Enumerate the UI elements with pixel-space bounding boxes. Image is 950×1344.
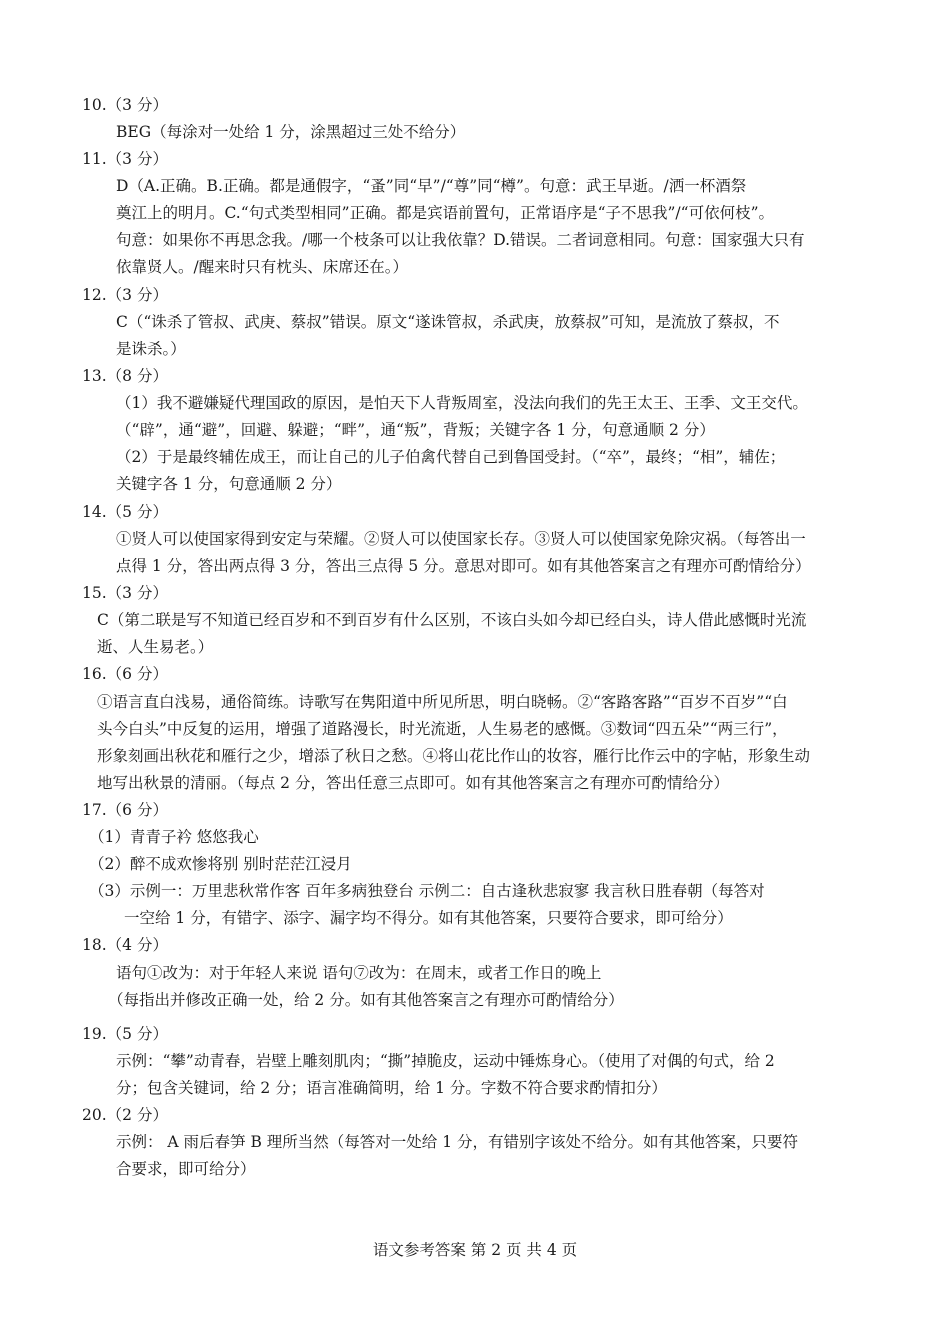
question-header: 20.（2 分） [82,1106,168,1124]
answer-line: （2）于是最终辅佐成王，而让自己的儿子伯禽代替自己到鲁国受封。（“卒”，最终；“相”，辅佐； [116,448,786,466]
answer-line: 示例：“攀”动青春，岩壁上雕刻肌肉；“撕”掉脆皮，运动中锤炼身心。（使用了对偶的句式，给 2 [116,1052,775,1070]
answer-line: 示例： A 雨后春笋 B 理所当然（每答对一处给 1 分，有错别字该处不给分。如有其他答案，只要符 [116,1133,799,1151]
answer-line: C（第二联是写不知道已经百岁和不到百岁有什么区别，不该白头如今却已经白头，诗人借此感慨时光流 [97,611,807,629]
answer-line: 逝、人生易老。） [97,638,214,656]
question-header: 14.（5 分） [82,503,168,521]
answer-line: 依靠贤人。/醒来时只有枕头、床席还在。） [116,258,408,276]
question-header: 13.（8 分） [82,367,168,385]
answer-line: （2）醉不成欢惨将别 别时茫茫江浸月 [89,855,352,873]
answer-line: 合要求，即可给分） [116,1160,256,1178]
answer-line: 句意：如果你不再思念我。/哪一个枝条可以让我依靠？D.错误。二者词意相同。句意：国家强大只有 [116,231,805,249]
question-header: 12.（3 分） [82,286,168,304]
question-header: 16.（6 分） [82,665,168,683]
answer-line: 语句①改为：对于年轻人来说 语句⑦改为：在周末，或者工作日的晚上 [116,964,602,982]
question-header: 10.（3 分） [82,96,168,114]
answer-line: D（A.正确。B.正确。都是通假字，“蚤”同“早”/“尊”同“樽”。句意：武王早逝。/洒一杯酒祭 [116,177,747,195]
answer-line: ①贤人可以使国家得到安定与荣耀。②贤人可以使国家长存。③贤人可以使国家免除灾祸。（每答出一 [116,530,806,548]
answer-line: 一空给 1 分，有错字、添字、漏字均不得分。如有其他答案，只要符合要求，即可给分） [124,909,733,927]
question-header: 17.（6 分） [82,801,168,819]
answer-line: （“辟”，通“避”，回避、躲避；“畔”，通“叛”，背叛；关键字各 1 分，句意通顺 2 分） [116,421,715,439]
answer-line: （1）我不避嫌疑代理国政的原因，是怕天下人背叛周室，没法向我们的先王太王、王季、文王交代。 [116,394,808,412]
answer-line: 关键字各 1 分，句意通顺 2 分） [116,475,342,493]
answer-line: （1）青青子衿 悠悠我心 [89,828,259,846]
question-header: 18.（4 分） [82,936,168,954]
answer-line: 奠江上的明月。C.“句式类型相同”正确。都是宾语前置句，正常语序是“子不思我”/“可依何枝”。 [116,204,775,222]
answer-line: C（“诛杀了管叔、武庚、蔡叔”错误。原文“遂诛管叔，杀武庚，放蔡叔”可知，是流放了蔡叔，不 [116,313,780,331]
answer-line: 是诛杀。） [116,340,186,358]
answer-line: BEG（每涂对一处给 1 分，涂黑超过三处不给分） [116,123,466,141]
answer-line: 分；包含关键词，给 2 分；语言准确简明，给 1 分。字数不符合要求酌情扣分） [116,1079,667,1097]
question-header: 19.（5 分） [82,1025,168,1043]
answer-line: （每指出并修改正确一处，给 2 分。如有其他答案言之有理亦可酌情给分） [108,991,624,1009]
answer-line: 形象刻画出秋花和雁行之少，增添了秋日之愁。④将山花比作山的妆容，雁行比作云中的字帖，形象生动 [97,747,811,765]
question-header: 15.（3 分） [82,584,168,602]
answer-line: 头今白头”中反复的运用，增强了道路漫长，时光流逝，人生易老的感慨。③数词“四五朵”“两三行”， [97,720,788,738]
answer-line: 地写出秋景的清丽。（每点 2 分，答出任意三点即可。如有其他答案言之有理亦可酌情给分） [97,774,729,792]
question-header: 11.（3 分） [82,150,168,168]
page-footer: 语文参考答案 第 2 页 共 4 页 [372,1241,578,1259]
answer-line: （3）示例一：万里悲秋常作客 百年多病独登台 示例二：自古逢秋悲寂寥 我言秋日胜春朝（每答对 [89,882,765,900]
answer-line: ①语言直白浅易，通俗简练。诗歌写在隽阳道中所见所思，明白晓畅。②“客路客路”“百岁不百岁”“白 [97,693,788,711]
answer-line: 点得 1 分，答出两点得 3 分，答出三点得 5 分。意思对即可。如有其他答案言之有理亦可酌情给分） [116,557,811,575]
